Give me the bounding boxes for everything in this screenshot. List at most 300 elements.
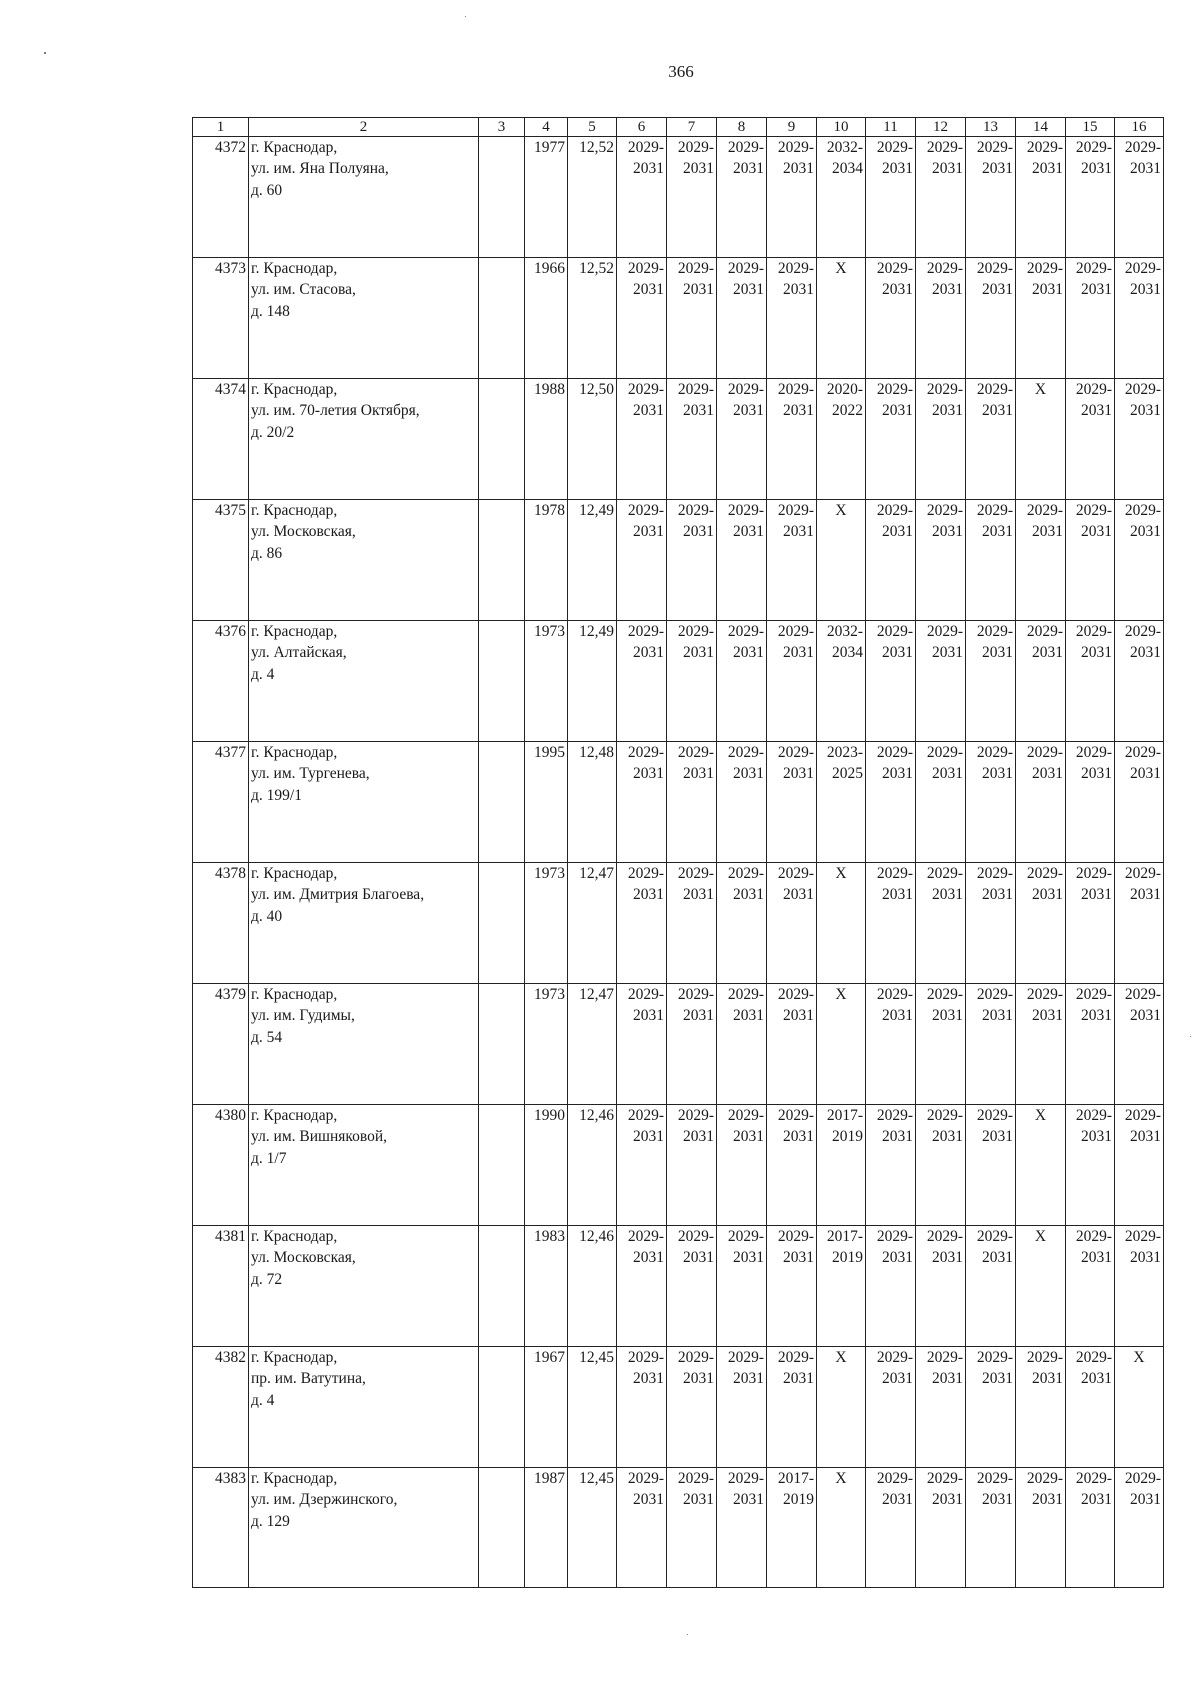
period-cell-7: [667, 258, 717, 379]
period-year: 2029-: [1075, 623, 1112, 640]
period-cell-8: [717, 1347, 767, 1468]
address-line: д. 4: [251, 1391, 275, 1409]
period-year: 2032-: [826, 623, 863, 640]
table-row: [193, 984, 1164, 1105]
period-year: 2031: [982, 1007, 1013, 1025]
column-header-11: 11: [866, 118, 916, 137]
period-cell-14: [1016, 863, 1066, 984]
period-cell-15: [1066, 258, 1115, 379]
address-line: г. Краснодар,: [251, 502, 338, 519]
period-cell-16: [1115, 742, 1164, 863]
row-number: 4376: [193, 621, 249, 742]
address-line: д. 1/7: [251, 1149, 287, 1167]
period-year: 2029-: [926, 1228, 963, 1245]
period-year: 2031: [683, 886, 714, 904]
value-cell: 12,45: [568, 1468, 617, 1588]
column-header-3: 3: [479, 118, 525, 137]
period-year: 2031: [683, 281, 714, 299]
period-year: 2029-: [1026, 744, 1063, 761]
build-year-cell: 1977: [525, 137, 568, 258]
period-year: 2031: [1081, 1249, 1112, 1267]
period-year: 2031: [633, 765, 664, 783]
period-cell-8: [717, 863, 767, 984]
period-cell-16: [1115, 1105, 1164, 1226]
period-cell-7: [667, 621, 717, 742]
address-cell: [249, 1468, 479, 1588]
period-year: 2031: [683, 402, 714, 420]
row-number: 4378: [193, 863, 249, 984]
period-cell-16: [1115, 1226, 1164, 1347]
period-year: 2031: [982, 765, 1013, 783]
period-cell-6: [617, 500, 667, 621]
period-year: 2031: [733, 1128, 764, 1146]
period-year: 2029-: [1075, 744, 1112, 761]
period-year: 2031: [882, 1007, 913, 1025]
period-year: 2031: [1032, 523, 1063, 541]
period-cell-14: [1016, 1468, 1066, 1588]
period-cell-7: [667, 1105, 717, 1226]
period-year: 2031: [783, 1370, 814, 1388]
period-cell-7: [667, 379, 717, 500]
address-cell: [249, 984, 479, 1105]
period-cell-14: X: [1016, 1105, 1066, 1226]
period-year: 2031: [683, 644, 714, 662]
table-row: [193, 1105, 1164, 1226]
period-year: 2031: [982, 1370, 1013, 1388]
address-cell: [249, 137, 479, 258]
period-year: 2029-: [627, 623, 664, 640]
build-year-cell: 1983: [525, 1226, 568, 1347]
period-year: 2022: [832, 402, 863, 420]
period-year: 2029-: [627, 139, 664, 156]
period-year: 2031: [733, 1007, 764, 1025]
address-line: пр. им. Ватутина,: [251, 1370, 366, 1388]
address-line: г. Краснодар,: [251, 744, 338, 761]
period-year: 2031: [783, 886, 814, 904]
period-year: 2031: [1081, 1491, 1112, 1509]
period-year: 2031: [882, 1370, 913, 1388]
column-header-7: 7: [667, 118, 717, 137]
period-year: 2029-: [677, 623, 714, 640]
period-cell-6: [617, 1226, 667, 1347]
value-cell: 12,48: [568, 742, 617, 863]
period-cell-16: [1115, 137, 1164, 258]
period-cell-13: [966, 1226, 1016, 1347]
period-cell-6: [617, 379, 667, 500]
period-cell-14: [1016, 984, 1066, 1105]
period-year: 2019: [783, 1491, 814, 1509]
period-year: 2029-: [677, 1470, 714, 1487]
period-cell-9: [767, 984, 817, 1105]
period-year: 2029-: [777, 502, 814, 519]
period-year: 2031: [683, 1007, 714, 1025]
period-year: 2031: [1081, 523, 1112, 541]
period-year: 2029-: [1075, 502, 1112, 519]
table-row: [193, 621, 1164, 742]
period-year: 2032-: [826, 139, 863, 156]
period-cell-7: [667, 1226, 717, 1347]
period-year: 2029-: [1075, 1107, 1112, 1124]
address-line: д. 129: [251, 1512, 290, 1530]
empty-cell: [479, 863, 525, 984]
table-row: [193, 258, 1164, 379]
period-year: 2029-: [926, 260, 963, 277]
period-year: 2031: [633, 886, 664, 904]
period-cell-8: [717, 500, 767, 621]
period-cell-14: [1016, 137, 1066, 258]
period-year: 2029-: [926, 623, 963, 640]
period-cell-11: [866, 1105, 916, 1226]
period-year: 2029-: [727, 260, 764, 277]
period-year: 2029-: [1124, 260, 1161, 277]
period-year: 2029-: [1124, 744, 1161, 761]
period-cell-13: [966, 984, 1016, 1105]
period-cell-12: [916, 258, 966, 379]
row-number: 4379: [193, 984, 249, 1105]
period-year: 2031: [1081, 1370, 1112, 1388]
period-cell-10: X: [817, 1347, 866, 1468]
period-cell-11: [866, 1347, 916, 1468]
period-year: 2029-: [677, 381, 714, 398]
table-row: [193, 1226, 1164, 1347]
period-year: 2031: [1130, 160, 1161, 178]
scan-speck: [465, 16, 466, 17]
period-year: 2031: [1081, 644, 1112, 662]
value-cell: 12,46: [568, 1226, 617, 1347]
page-number: 366: [668, 62, 694, 81]
value-cell: 12,50: [568, 379, 617, 500]
period-year: 2029-: [627, 986, 664, 1003]
column-header-15: 15: [1066, 118, 1115, 137]
column-header-16: 16: [1115, 118, 1164, 137]
period-cell-6: [617, 137, 667, 258]
period-year: 2031: [1130, 1491, 1161, 1509]
row-number: 4383: [193, 1468, 249, 1588]
period-year: 2031: [733, 886, 764, 904]
period-year: 2031: [783, 523, 814, 541]
build-year-cell: 1966: [525, 258, 568, 379]
period-cell-13: [966, 863, 1016, 984]
period-year: 2029-: [777, 1349, 814, 1366]
period-year: 2029-: [976, 986, 1013, 1003]
row-number: 4382: [193, 1347, 249, 1468]
address-line: г. Краснодар,: [251, 623, 338, 640]
period-year: 2029-: [1075, 381, 1112, 398]
table-row: [193, 863, 1164, 984]
empty-cell: [479, 742, 525, 863]
period-year: 2029-: [727, 1349, 764, 1366]
period-year: 2031: [1032, 886, 1063, 904]
period-year: 2031: [783, 765, 814, 783]
address-line: ул. Московская,: [251, 1249, 356, 1267]
period-year: 2034: [832, 160, 863, 178]
period-year: 2029-: [976, 381, 1013, 398]
period-year: 2029-: [777, 623, 814, 640]
period-year: 2031: [1032, 644, 1063, 662]
period-year: 2031: [882, 765, 913, 783]
period-year: 2031: [633, 1491, 664, 1509]
period-cell-9: [767, 1105, 817, 1226]
period-cell-9: [767, 621, 817, 742]
period-year: 2017-: [777, 1470, 814, 1487]
period-cell-13: [966, 1105, 1016, 1226]
period-cell-7: [667, 1347, 717, 1468]
value-cell: 12,47: [568, 984, 617, 1105]
period-cell-10: X: [817, 984, 866, 1105]
period-cell-12: [916, 621, 966, 742]
period-year: 2029-: [1075, 1470, 1112, 1487]
period-year: 2031: [733, 765, 764, 783]
address-cell: [249, 1105, 479, 1226]
period-year: 2029-: [777, 986, 814, 1003]
period-cell-7: [667, 984, 717, 1105]
period-year: 2029-: [926, 986, 963, 1003]
column-header-4: 4: [525, 118, 568, 137]
address-line: г. Краснодар,: [251, 986, 338, 1003]
period-year: 2029-: [1124, 1228, 1161, 1245]
period-year: 2029-: [876, 502, 913, 519]
period-year: 2034: [832, 644, 863, 662]
address-line: ул. им. Вишняковой,: [251, 1128, 388, 1146]
period-year: 2029-: [627, 1470, 664, 1487]
address-line: ул. им. Тургенева,: [251, 765, 370, 783]
period-year: 2029-: [976, 260, 1013, 277]
build-year-cell: 1990: [525, 1105, 568, 1226]
period-cell-16: [1115, 500, 1164, 621]
period-year: 2031: [1130, 1007, 1161, 1025]
empty-cell: [479, 500, 525, 621]
period-year: 2029-: [627, 381, 664, 398]
period-year: 2029-: [677, 986, 714, 1003]
value-cell: 12,52: [568, 137, 617, 258]
period-cell-15: [1066, 500, 1115, 621]
period-year: 2031: [1081, 402, 1112, 420]
period-cell-11: [866, 742, 916, 863]
period-cell-10: [817, 1105, 866, 1226]
row-number: 4372: [193, 137, 249, 258]
period-year: 2029-: [677, 744, 714, 761]
empty-cell: [479, 1105, 525, 1226]
address-line: ул. им. Дзержинского,: [251, 1491, 398, 1509]
period-year: 2029-: [677, 1228, 714, 1245]
period-cell-10: [817, 137, 866, 258]
period-year: 2031: [783, 160, 814, 178]
period-cell-8: [717, 379, 767, 500]
empty-cell: [479, 984, 525, 1105]
address-line: д. 199/1: [251, 786, 302, 804]
period-cell-9: [767, 1226, 817, 1347]
period-year: 2031: [633, 402, 664, 420]
period-cell-10: X: [817, 500, 866, 621]
row-number: 4381: [193, 1226, 249, 1347]
period-year: 2029-: [677, 260, 714, 277]
period-year: 2031: [882, 523, 913, 541]
period-cell-12: [916, 379, 966, 500]
address-line: ул. им. 70-летия Октября,: [251, 402, 420, 420]
period-year: 2029-: [777, 381, 814, 398]
build-year-cell: 1995: [525, 742, 568, 863]
address-cell: [249, 379, 479, 500]
period-cell-10: [817, 379, 866, 500]
address-line: ул. им. Гудимы,: [251, 1007, 355, 1025]
period-year: 2029-: [777, 1107, 814, 1124]
period-year: 2031: [733, 281, 764, 299]
period-year: 2031: [1081, 281, 1112, 299]
period-year: 2031: [982, 1128, 1013, 1146]
period-cell-7: [667, 500, 717, 621]
period-cell-14: [1016, 742, 1066, 863]
period-year: 2031: [683, 1249, 714, 1267]
period-year: 2029-: [1124, 502, 1161, 519]
period-year: 2031: [633, 1128, 664, 1146]
build-year-cell: 1973: [525, 621, 568, 742]
period-year: 2031: [683, 1370, 714, 1388]
period-year: 2029-: [727, 1107, 764, 1124]
row-number: 4373: [193, 258, 249, 379]
period-year: 2031: [982, 1491, 1013, 1509]
period-year: 2029-: [876, 381, 913, 398]
period-year: 2031: [882, 644, 913, 662]
period-year: 2031: [932, 886, 963, 904]
empty-cell: [479, 1226, 525, 1347]
table-header: [193, 118, 1164, 137]
period-year: 2031: [1032, 160, 1063, 178]
address-line: ул. Московская,: [251, 523, 356, 541]
period-cell-15: [1066, 379, 1115, 500]
period-cell-16: [1115, 258, 1164, 379]
period-cell-14: [1016, 1347, 1066, 1468]
period-year: 2029-: [1124, 623, 1161, 640]
period-year: 2029-: [727, 502, 764, 519]
period-cell-8: [717, 137, 767, 258]
period-year: 2029-: [727, 1470, 764, 1487]
address-line: д. 4: [251, 665, 275, 683]
period-year: 2029-: [1075, 986, 1112, 1003]
period-year: 2029-: [1124, 986, 1161, 1003]
period-year: 2031: [932, 281, 963, 299]
period-year: 2031: [882, 1491, 913, 1509]
period-cell-6: [617, 1468, 667, 1588]
period-year: 2031: [633, 160, 664, 178]
period-year: 2031: [733, 644, 764, 662]
period-year: 2031: [783, 1249, 814, 1267]
period-cell-11: [866, 1226, 916, 1347]
period-year: 2031: [882, 1249, 913, 1267]
address-cell: [249, 863, 479, 984]
period-year: 2023-: [826, 744, 863, 761]
period-cell-16: [1115, 863, 1164, 984]
period-year: 2031: [982, 644, 1013, 662]
period-year: 2031: [783, 1007, 814, 1025]
address-line: д. 20/2: [251, 423, 295, 441]
period-cell-9: [767, 1347, 817, 1468]
build-year-cell: 1967: [525, 1347, 568, 1468]
period-year: 2029-: [926, 502, 963, 519]
period-year: 2031: [783, 1128, 814, 1146]
period-year: 2029-: [976, 623, 1013, 640]
period-year: 2031: [783, 644, 814, 662]
period-year: 2029-: [876, 1107, 913, 1124]
header-row: [193, 118, 1164, 137]
period-cell-6: [617, 621, 667, 742]
period-cell-14: [1016, 500, 1066, 621]
period-cell-8: [717, 1226, 767, 1347]
build-year-cell: 1987: [525, 1468, 568, 1588]
period-year: 2029-: [627, 260, 664, 277]
period-year: 2031: [1032, 1491, 1063, 1509]
value-cell: 12,46: [568, 1105, 617, 1226]
period-year: 2031: [733, 160, 764, 178]
period-year: 2029-: [1124, 1470, 1161, 1487]
period-year: 2031: [683, 160, 714, 178]
period-year: 2031: [1130, 402, 1161, 420]
table-body: [193, 137, 1164, 1588]
period-year: 2029-: [876, 1470, 913, 1487]
address-cell: [249, 500, 479, 621]
period-year: 2029-: [727, 986, 764, 1003]
period-year: 2031: [1032, 1007, 1063, 1025]
empty-cell: [479, 621, 525, 742]
row-number: 4375: [193, 500, 249, 621]
table-row: [193, 1468, 1164, 1588]
housing-repair-schedule-table: [192, 117, 1164, 1588]
period-cell-6: [617, 258, 667, 379]
period-year: 2031: [633, 523, 664, 541]
period-year: 2029-: [926, 744, 963, 761]
period-cell-14: X: [1016, 1226, 1066, 1347]
period-cell-11: [866, 137, 916, 258]
period-year: 2029-: [677, 865, 714, 882]
period-year: 2029-: [1124, 865, 1161, 882]
period-cell-15: [1066, 984, 1115, 1105]
period-cell-11: [866, 379, 916, 500]
period-year: 2029-: [926, 139, 963, 156]
period-year: 2031: [982, 281, 1013, 299]
period-year: 2029-: [876, 260, 913, 277]
address-line: г. Краснодар,: [251, 260, 338, 277]
address-line: г. Краснодар,: [251, 381, 338, 398]
address-line: г. Краснодар,: [251, 139, 338, 156]
column-header-9: 9: [767, 118, 817, 137]
column-header-1: 1: [193, 118, 249, 137]
empty-cell: [479, 1468, 525, 1588]
period-cell-15: [1066, 742, 1115, 863]
address-cell: [249, 742, 479, 863]
period-year: 2031: [683, 1491, 714, 1509]
period-year: 2029-: [976, 1228, 1013, 1245]
period-year: 2029-: [1124, 1107, 1161, 1124]
period-year: 2029-: [926, 1107, 963, 1124]
column-header-13: 13: [966, 118, 1016, 137]
build-year-cell: 1978: [525, 500, 568, 621]
period-year: 2031: [733, 1370, 764, 1388]
period-year: 2029-: [627, 1349, 664, 1366]
period-year: 2031: [932, 1491, 963, 1509]
table-row: [193, 500, 1164, 621]
empty-cell: [479, 1347, 525, 1468]
period-cell-7: [667, 742, 717, 863]
period-year: 2029-: [926, 1470, 963, 1487]
period-year: 2029-: [777, 139, 814, 156]
address-line: г. Краснодар,: [251, 1470, 338, 1487]
period-cell-10: X: [817, 258, 866, 379]
period-year: 2031: [882, 402, 913, 420]
period-year: 2031: [1032, 765, 1063, 783]
column-header-6: 6: [617, 118, 667, 137]
period-cell-10: [817, 1226, 866, 1347]
period-cell-9: [767, 137, 817, 258]
period-cell-12: [916, 1347, 966, 1468]
